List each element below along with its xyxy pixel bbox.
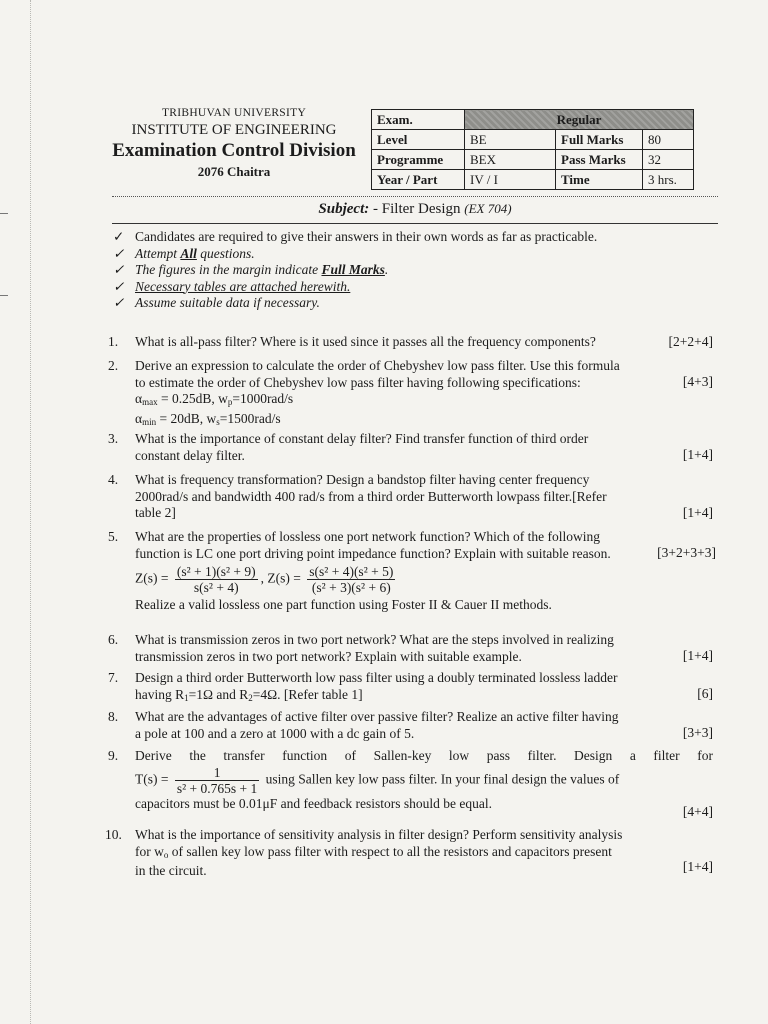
question-marks: [2+2+4] [668, 334, 713, 349]
programme-value: BEX [465, 150, 556, 170]
instructions-list [113, 229, 597, 312]
question-number: 9. [108, 748, 119, 763]
question-text: transmission zeros in two port network? Explain with suitable example. [135, 648, 522, 664]
pass-marks-value: 32 [643, 150, 694, 170]
question-number: 7. [108, 670, 119, 685]
pass-marks-label: Pass Marks [556, 150, 643, 170]
question-number: 3. [108, 431, 119, 446]
question-marks: [1+4] [682, 447, 713, 462]
question-text: What is the importance of constant delay filter? Find transfer function of third order [135, 431, 589, 446]
time-value: 3 hrs. [643, 170, 694, 190]
question-text: What is the importance of sensitivity analysis in filter design? Perform sensitivity analysis [135, 827, 623, 842]
scan-edge-line [30, 0, 32, 1024]
instruction-item: ✓ Assume suitable data if necessary. [113, 295, 320, 310]
question-text: having $R_1=1\Omega$ and $R_2=4\Omega$. [Refer table 1] [135, 686, 363, 703]
instruction-item: ✓ Necessary tables are attached herewith. [113, 278, 351, 294]
question-marks: [1+4] [682, 505, 713, 520]
exam-type-value: Regular [465, 110, 694, 130]
question-marks: [4+3] [682, 374, 713, 389]
exam-info-table [371, 109, 694, 190]
question-text: What are the properties of lossless one port network function? Which of the following [135, 529, 600, 544]
transfer-function-line: T(s) = $\frac{1}{\text{s² + 0.765s + 1}}$ using Sallen key low pass filter. In your final design the values of [135, 764, 620, 796]
instruction-item: ✓ The figures in the margin indicate Full Marks. [113, 262, 389, 277]
question-7 [108, 670, 713, 706]
question-2 [108, 358, 713, 430]
question-6 [108, 632, 713, 665]
programme-label: Programme [372, 150, 465, 170]
question-text: What is transmission zeros in two port network? What are the steps involved in realizing [135, 632, 614, 647]
impedance-functions: Z(s) = $\frac{\text{(s² + 1)(s² + 9)}}{\text{s(s² + 4)}}$ , Z(s) = $\frac{\text{s(s² + 4)(s² + 5)}}{\text{(s² + 3)(s² + 6)}}$ [135, 564, 394, 595]
question-marks: [3+3] [682, 725, 713, 740]
question-text: What is all-pass filter? Where is it used since it passes all the frequency components? [135, 334, 596, 349]
question-text: Realize a valid lossless one part function using Foster II & Cauer II methods. [135, 597, 552, 612]
full-marks-value: 80 [643, 130, 694, 150]
question-marks: [1+4] [682, 859, 713, 874]
checkmark-icon: ✓ [113, 262, 125, 277]
question-4 [108, 472, 713, 522]
question-number: 10. [105, 827, 122, 842]
question-text: Derive the transfer function of Sallen-key low pass filter. Design a filter for [135, 748, 713, 763]
question-marks: [4+4] [682, 804, 713, 819]
question-text: What is frequency transformation? Design a bandstop filter having center frequency [135, 472, 590, 487]
transfer-function-fraction: $\frac{1}{\text{s² + 0.765s + 1}}$ [176, 764, 258, 796]
checkmark-icon: ✓ [113, 295, 125, 310]
question-text: Design a third order Butterworth low pass filter using a doubly terminated lossless ladder [135, 670, 618, 685]
question-text: a pole at 100 and a zero at 1000 with a dc gain of 5. [135, 725, 415, 741]
divider-line [112, 223, 718, 224]
exam-session: 2076 Chaitra [197, 164, 271, 179]
question-text: Derive an expression to calculate the order of Chebyshev low pass filter. Use this formula [135, 358, 620, 373]
question-text: function is LC one port driving point impedance function? Explain with suitable reason. [135, 545, 611, 561]
question-text: to estimate the order of Chebyshev low pass filter having following specifications: [135, 374, 581, 390]
divider-line [112, 196, 718, 197]
question-number: 1. [108, 334, 119, 349]
checkmark-icon: ✓ [113, 245, 125, 261]
question-10 [105, 827, 713, 880]
question-marks: [6] [697, 686, 713, 701]
impedance-fraction-2: $\frac{\text{s(s² + 4)(s² + 5)}}{\text{(s² + 3)(s² + 6)}}$ [309, 564, 394, 595]
checkmark-icon: ✓ [113, 229, 125, 244]
question-text: capacitors must be 0.01μF and feedback resistors should be equal. [135, 795, 493, 811]
question-marks: [1+4] [682, 648, 713, 663]
year-part-value: IV / I [465, 170, 556, 190]
question-9 [108, 748, 713, 819]
impedance-fraction-1: $\frac{\text{(s² + 1)(s² + 9)}}{\text{s(s² + 4)}}$ [176, 564, 256, 595]
instruction-item: ✓ Candidates are required to give their answers in their own words as far as practicable. [113, 229, 598, 244]
question-marks: [3+2+3+3] [657, 545, 716, 560]
question-number: 6. [108, 632, 119, 647]
margin-tick [0, 295, 8, 296]
question-text: constant delay filter. [135, 447, 245, 463]
subject-line [112, 201, 718, 218]
question-1 [108, 334, 713, 351]
question-number: 2. [108, 358, 119, 373]
subject-label: Subject: [318, 201, 370, 217]
question-3 [108, 431, 713, 464]
instruction-item: ✓ Attempt All questions. [113, 245, 255, 261]
question-number: 8. [108, 709, 119, 724]
level-value: BE [465, 130, 556, 150]
question-text: for $w_o$ of sallen key low pass filter with respect to all the resistors and capacitors present [135, 843, 612, 860]
year-part-label: Year / Part [372, 170, 465, 190]
question-text: table 2] [135, 505, 176, 520]
question-5 [108, 529, 716, 614]
subject-code: (EX 704) [464, 201, 512, 216]
subject-name: - Filter Design [373, 201, 461, 217]
full-marks-label: Full Marks [556, 130, 643, 150]
question-text: in the circuit. [135, 863, 207, 878]
question-text: 2000rad/s and bandwidth 400 rad/s from a third order Butterworth lowpass filter.[Refer [135, 488, 607, 504]
question-number: 4. [108, 472, 119, 487]
division-name: Examination Control Division [112, 140, 356, 161]
university-name: TRIBHUVAN UNIVERSITY [161, 107, 307, 119]
spec-alpha-max: $\alpha_{max} = 0.25dB$, $w_p=1000rad/s$ [135, 391, 294, 407]
question-number: 5. [108, 529, 119, 544]
exam-label: Exam. [372, 110, 465, 130]
time-label: Time [556, 170, 643, 190]
spec-alpha-min: $\alpha_{min} = 20dB$, $w_s=1500rad/s$ [135, 410, 281, 427]
level-label: Level [372, 130, 465, 150]
question-8 [108, 709, 713, 742]
institute-name: INSTITUTE OF ENGINEERING [131, 122, 337, 138]
exam-header [100, 107, 368, 180]
checkmark-icon: ✓ [113, 278, 125, 294]
margin-tick [0, 213, 8, 214]
question-text: What are the advantages of active filter over passive filter? Realize an active filter having [135, 709, 619, 724]
